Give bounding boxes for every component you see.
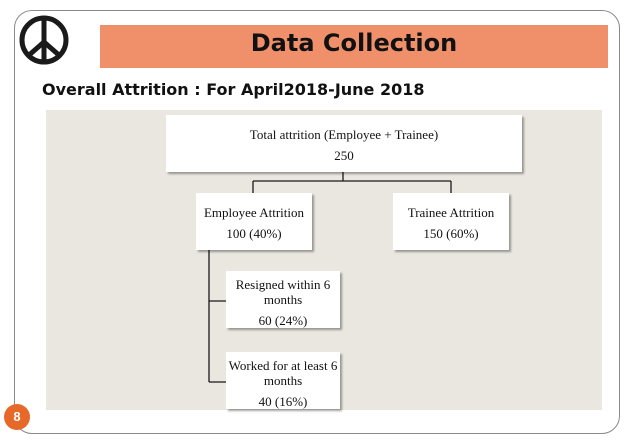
worked-label-line2: months xyxy=(263,373,303,388)
resigned-label-line2: months xyxy=(263,292,303,307)
root-node-label: Total attrition (Employee + Trainee) xyxy=(249,127,439,142)
page-number-badge: 8 xyxy=(4,404,30,430)
worked-value: 40 (16%) xyxy=(258,394,308,409)
trainee-attrition-node xyxy=(393,193,509,250)
root-node xyxy=(166,115,522,172)
slide-title: Data Collection xyxy=(250,29,458,57)
slide-subtitle: Overall Attrition : For April2018-June 2018 xyxy=(42,80,425,99)
resigned-label-line1: Resigned within 6 xyxy=(235,277,331,292)
employee-attrition-node xyxy=(196,193,312,250)
resigned-node xyxy=(226,271,340,328)
employee-attrition-label: Employee Attrition xyxy=(203,205,304,220)
worked-label-line1: Worked for at least 6 xyxy=(228,358,338,373)
trainee-attrition-label: Trainee Attrition xyxy=(407,205,495,220)
worked-node xyxy=(226,352,340,409)
root-node-value: 250 xyxy=(334,148,354,163)
employee-attrition-value: 100 (40%) xyxy=(226,226,282,241)
trainee-attrition-value: 150 (60%) xyxy=(423,226,479,241)
resigned-value: 60 (24%) xyxy=(258,313,308,328)
